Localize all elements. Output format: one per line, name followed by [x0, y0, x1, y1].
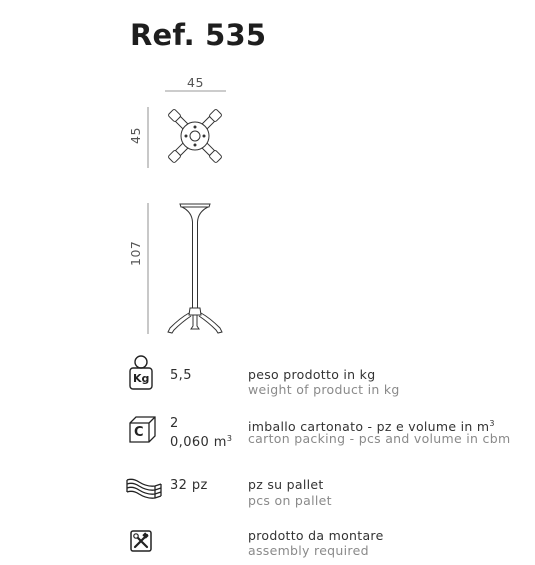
- carton-label-it-exponent: 3: [489, 419, 495, 428]
- carton-box-icon: [128, 414, 158, 448]
- weight-label-en: weight of product in kg: [248, 382, 400, 397]
- assembly-label-en: assembly required: [248, 543, 369, 558]
- assembly-label-it: prodotto da montare: [248, 528, 384, 543]
- pallet-label-en: pcs on pallet: [248, 493, 332, 508]
- weight-kg-icon: [128, 355, 154, 395]
- dimension-width-label: 45: [187, 75, 204, 90]
- weight-kg-icon-text: Kg: [133, 372, 150, 385]
- weight-value: 5,5: [170, 368, 192, 383]
- carton-volume-value: [170, 431, 232, 451]
- carton-volume-number: 0,060 m: [170, 435, 227, 450]
- pallet-value: 32 pz: [170, 478, 208, 493]
- dimension-height-label: 107: [128, 240, 143, 266]
- carton-pieces-value: 2: [170, 416, 179, 431]
- carton-label-it-text: imballo cartonato - pz e volume in m: [248, 419, 490, 434]
- carton-label-en: carton packing - pcs and volume in cbm: [248, 431, 511, 446]
- page-title: Ref. 535: [130, 18, 267, 52]
- dimension-depth-label: 45: [128, 127, 143, 144]
- base-side-view: [168, 204, 222, 333]
- weight-label-it: peso prodotto in kg: [248, 367, 376, 382]
- carton-box-icon-text: C: [134, 425, 144, 440]
- pallet-stack-icon: [125, 474, 163, 506]
- base-top-view: [168, 109, 222, 163]
- carton-volume-unit-exponent: 3: [226, 434, 233, 443]
- pallet-label-it: pz su pallet: [248, 477, 324, 492]
- assembly-tools-icon: [130, 530, 152, 556]
